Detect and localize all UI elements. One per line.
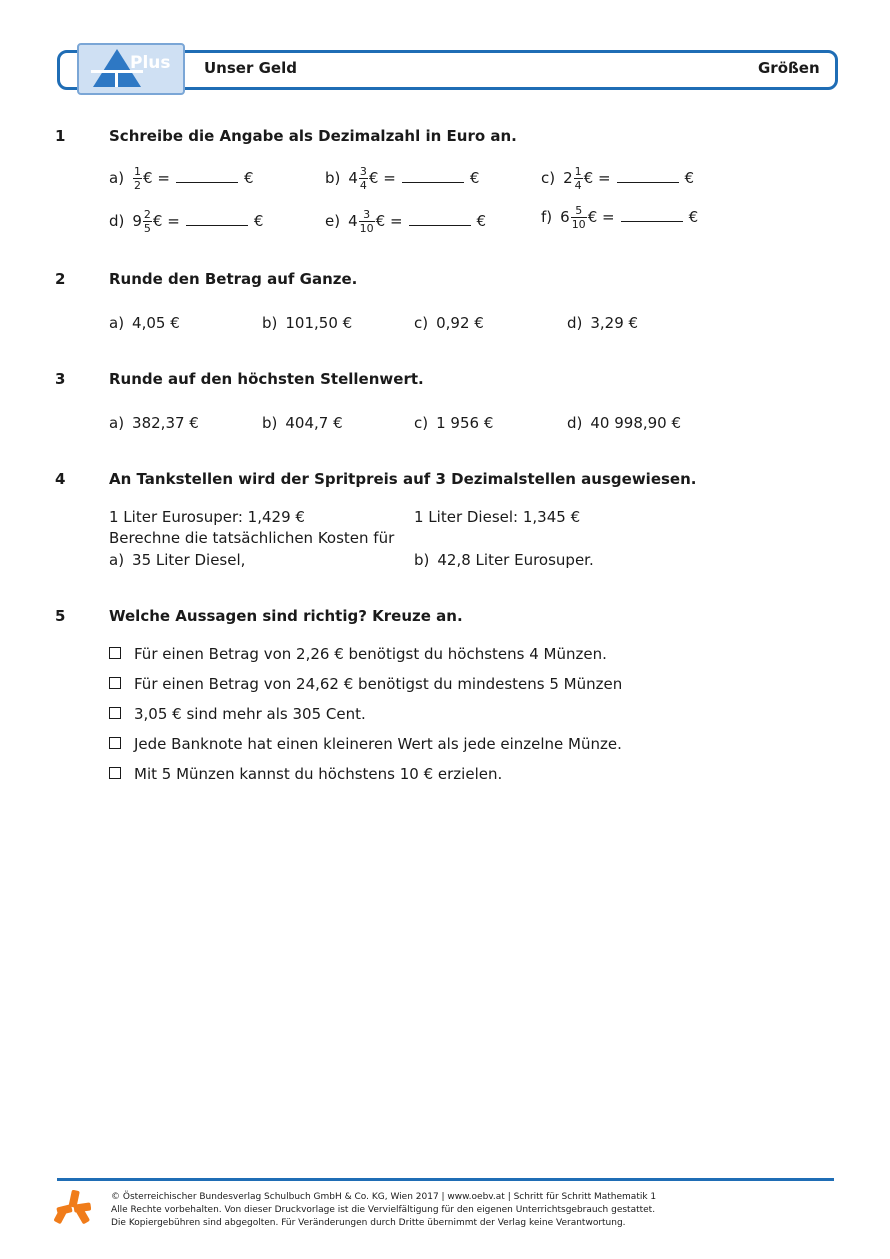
task-instruction: Schreibe die Angabe als Dezimalzahl in Euro an. — [109, 127, 517, 145]
exercise-1a: a) $\frac{1}{2}$ € = € — [109, 165, 254, 192]
checkbox[interactable] — [109, 677, 121, 689]
logo-text: Plus — [130, 53, 171, 73]
task-instruction: An Tankstellen wird der Spritpreis auf 3 Dezimalstellen ausgewiesen. — [109, 470, 697, 488]
exercise-1d: d) 9 $\frac{2}{5}$ € = € — [109, 208, 264, 235]
price-diesel: 1 Liter Diesel: 1,345 € — [414, 508, 581, 526]
checkbox[interactable] — [109, 707, 121, 719]
task-number: 1 — [55, 127, 66, 145]
plus-logo — [77, 43, 185, 95]
page-title: Unser Geld — [204, 59, 297, 77]
statement-item: Für einen Betrag von 2,26 € benötigst du höchstens 4 Münzen. — [109, 645, 607, 663]
exercise-2d: d) 3,29 € — [567, 314, 639, 332]
task-number: 3 — [55, 370, 66, 388]
exercise-4a: a) 35 Liter Diesel, — [109, 551, 246, 569]
exercise-3b: b) 404,7 € — [262, 414, 343, 432]
task-instruction: Welche Aussagen sind richtig? Kreuze an. — [109, 607, 463, 625]
publisher-logo-icon — [53, 1190, 91, 1228]
exercise-2b: b) 101,50 € — [262, 314, 353, 332]
task-number: 5 — [55, 607, 66, 625]
statement-item: 3,05 € sind mehr als 305 Cent. — [109, 705, 366, 723]
checkbox[interactable] — [109, 737, 121, 749]
footer-copyright: © Österreichischer Bundesverlag Schulbuch GmbH & Co. KG, Wien 2017 | www.oebv.at | Schritt für Schritt Mathematik 1 — [111, 1192, 657, 1202]
footer-disclaimer: Die Kopiergebühren sind abgegolten. Für Veränderungen durch Dritte übernimmt der Verlag keine Verantwortung. — [111, 1218, 626, 1228]
statement-item: Mit 5 Münzen kannst du höchstens 10 € erzielen. — [109, 765, 502, 783]
footer-divider — [57, 1178, 834, 1181]
exercise-1f: f) 6 $\frac{5}{10}$ € = € — [541, 204, 699, 231]
task-instruction: Runde auf den höchsten Stellenwert. — [109, 370, 424, 388]
task-instruction: Runde den Betrag auf Ganze. — [109, 270, 358, 288]
exercise-1b: b) 4 $\frac{3}{4}$ € = € — [325, 165, 480, 192]
answer-blank[interactable] — [617, 170, 679, 183]
answer-blank[interactable] — [176, 170, 238, 183]
statement-item: Für einen Betrag von 24,62 € benötigst du mindestens 5 Münzen — [109, 675, 622, 693]
task-number: 4 — [55, 470, 66, 488]
answer-blank[interactable] — [402, 170, 464, 183]
exercise-2c: c) 0,92 € — [414, 314, 484, 332]
exercise-3c: c) 1 956 € — [414, 414, 494, 432]
footer-rights: Alle Rechte vorbehalten. Von dieser Druckvorlage ist die Vervielfältigung für den eigenen Unterrichtsgebrauch gestattet. — [111, 1205, 656, 1215]
checkbox[interactable] — [109, 647, 121, 659]
answer-blank[interactable] — [409, 213, 471, 226]
answer-blank[interactable] — [186, 213, 248, 226]
task-number: 2 — [55, 270, 66, 288]
task-prompt: Berechne die tatsächlichen Kosten für — [109, 529, 395, 547]
price-eurosuper: 1 Liter Eurosuper: 1,429 € — [109, 508, 305, 526]
answer-blank[interactable] — [621, 209, 683, 222]
checkbox[interactable] — [109, 767, 121, 779]
exercise-1e: e) 4 $\frac{3}{10}$ € = € — [325, 208, 487, 235]
exercise-4b: b) 42,8 Liter Eurosuper. — [414, 551, 594, 569]
exercise-1c: c) 2 $\frac{1}{4}$ € = € — [541, 165, 695, 192]
exercise-3d: d) 40 998,90 € — [567, 414, 682, 432]
page-category: Größen — [758, 59, 820, 77]
exercise-2a: a) 4,05 € — [109, 314, 180, 332]
exercise-3a: a) 382,37 € — [109, 414, 199, 432]
statement-item: Jede Banknote hat einen kleineren Wert als jede einzelne Münze. — [109, 735, 622, 753]
